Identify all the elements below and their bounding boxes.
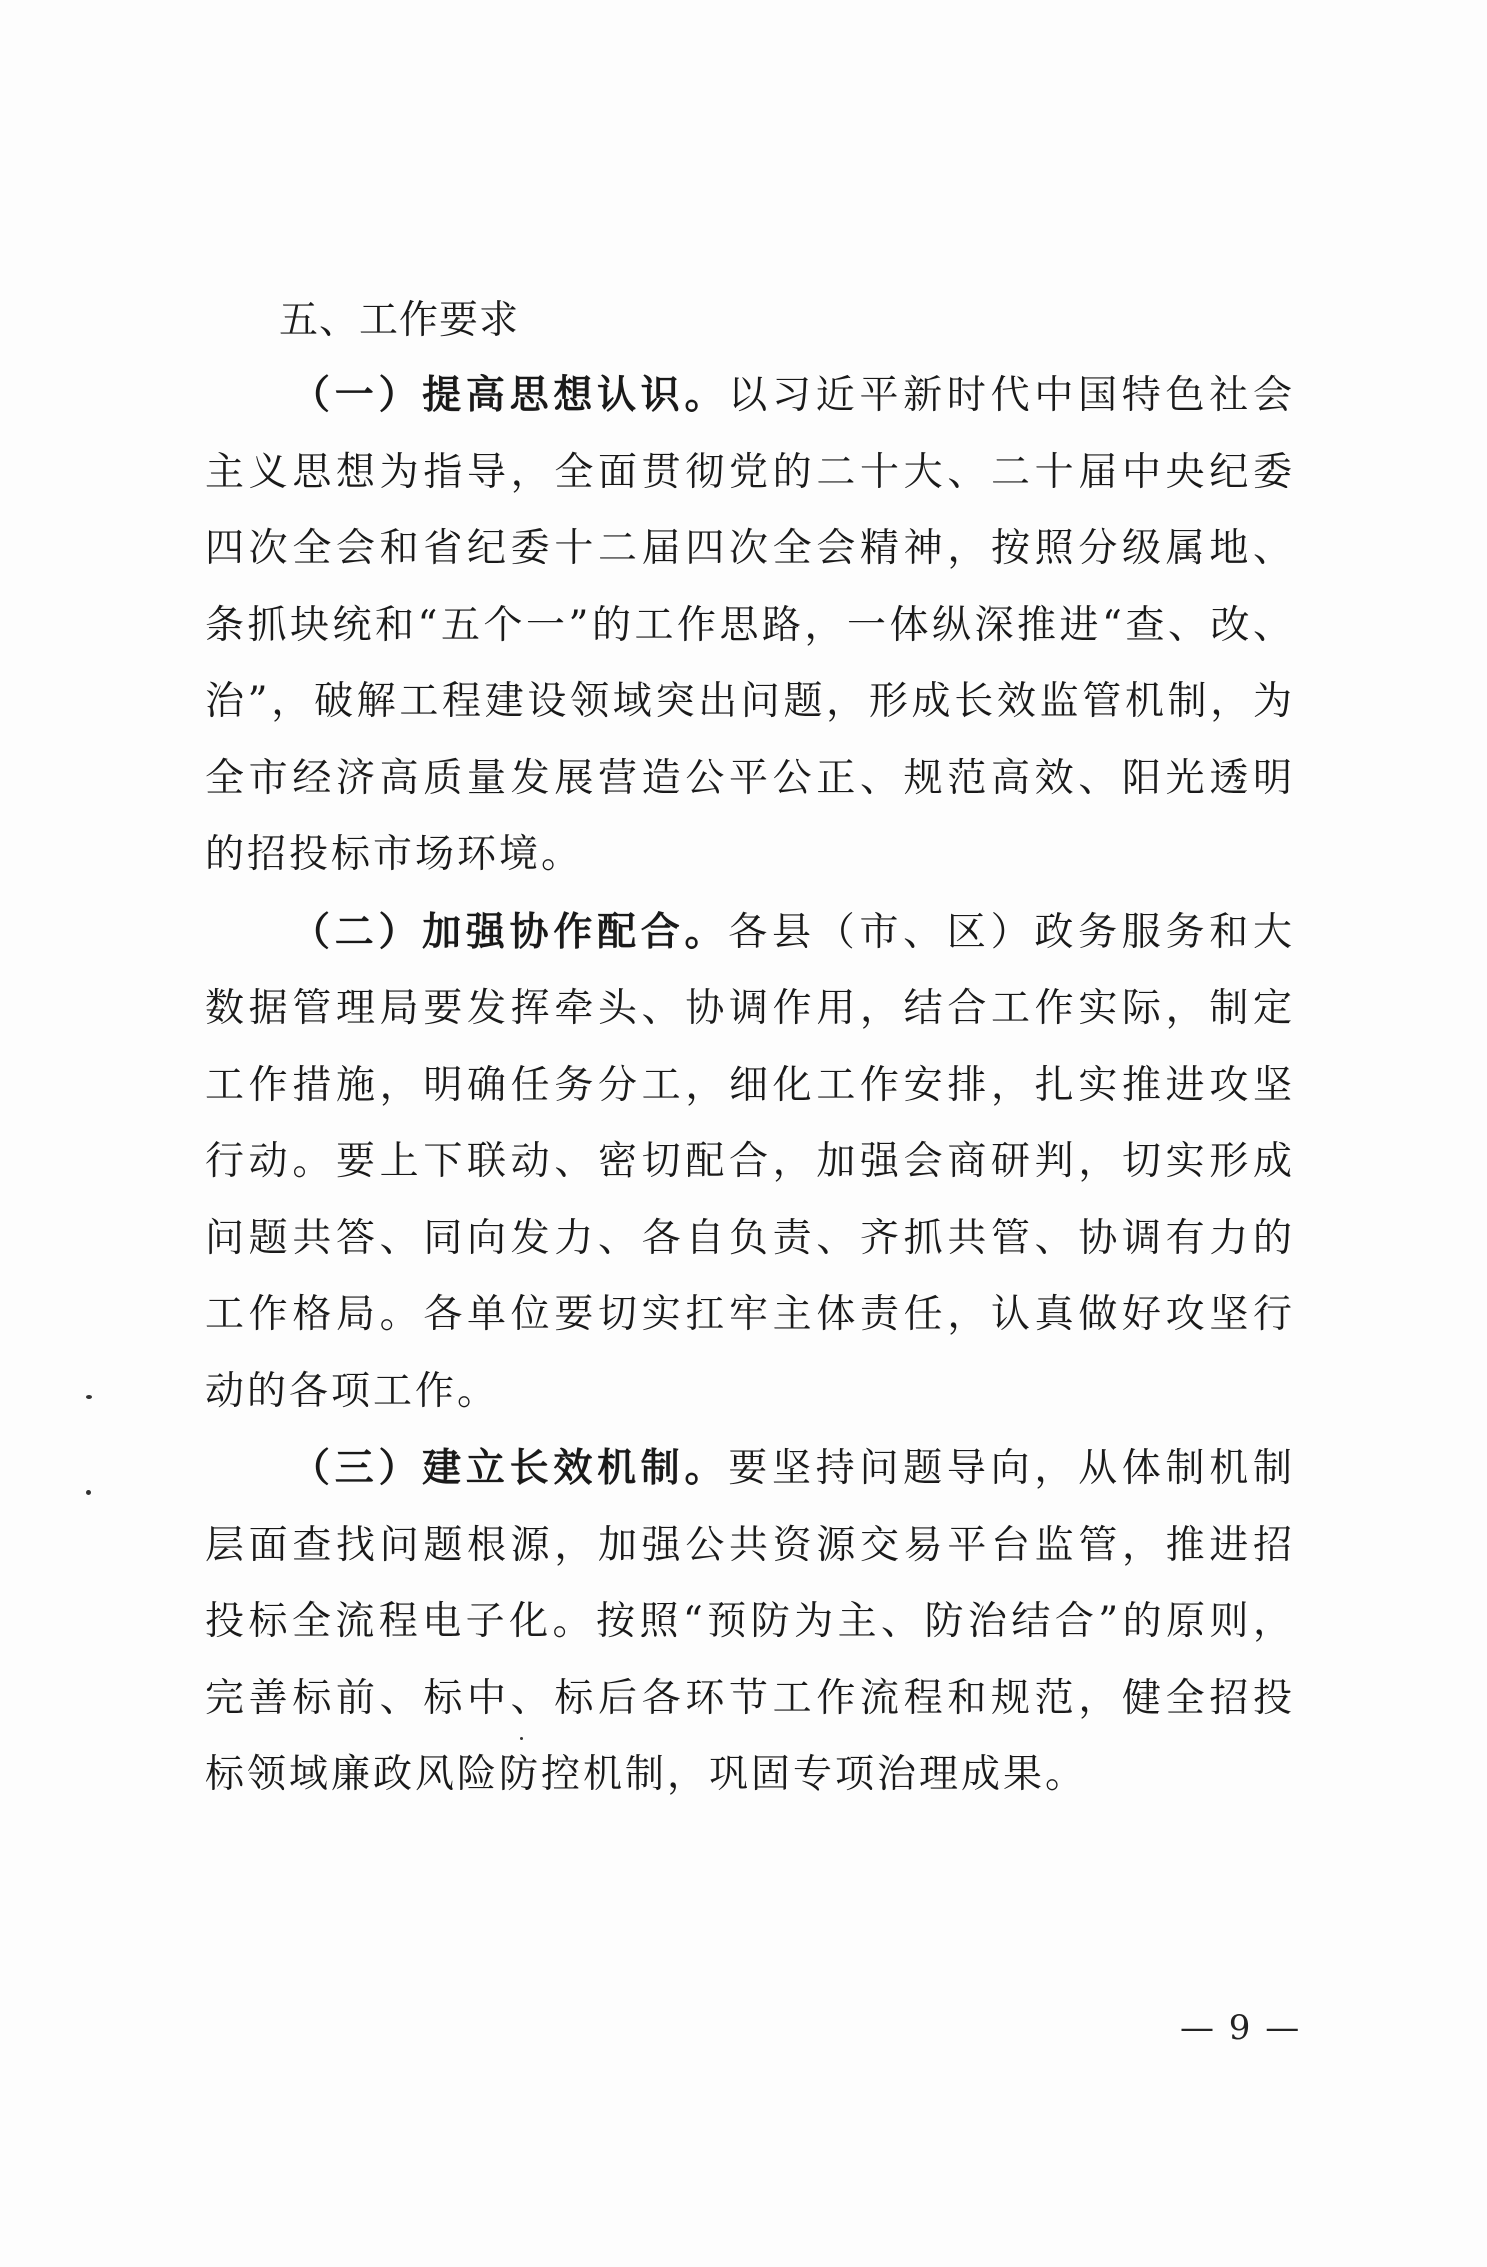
scan-speck: [86, 1490, 91, 1495]
paragraph-strengthen-cooperation: [205, 894, 1295, 1431]
paragraph-lead: （二）加强协作配合。: [291, 908, 729, 955]
paragraph-body: 要坚持问题导向，从体制机制层面查找问题根源，加强公共资源交易平台监管，推进招投标全流程电子化。按照“预防为主、防治结合”的原则，完善标前、标中、标后各环节工作流程和规范，健全招投标领域廉政风险防控机制，巩固专项治理成果。: [205, 1446, 1295, 1797]
paragraph-body: 各县（市、区）政务服务和大数据管理局要发挥牵头、协调作用，结合工作实际，制定工作措施，明确任务分工，细化工作安排，扎实推进攻坚行动。要上下联动、密切配合，加强会商研判，切实形成问题共答、同向发力、各自负责、齐抓共管、协调有力的工作格局。各单位要切实扛牢主体责任，认真做好攻坚行动的各项工作。: [205, 909, 1295, 1414]
paragraph-body: 以习近平新时代中国特色社会主义思想为指导，全面贯彻党的二十大、二十届中央纪委四次全会和省纪委十二届四次全会精神，按照分级属地、条抓块统和“五个一”的工作思路，一体纵深推进“查、改、治”，破解工程建设领域突出问题，形成长效监管机制，为全市经济高质量发展营造公平公正、规范高效、阳光透明的招投标市场环境。: [205, 373, 1295, 877]
section-heading: 五、工作要求: [279, 298, 520, 343]
paragraph-lead: （一）提高思想认识。: [291, 372, 729, 418]
paragraph-long-term-mechanism: [205, 1430, 1295, 1814]
page-number: — 9 —: [1180, 2008, 1302, 2048]
scan-speck: [520, 1737, 523, 1740]
document-body: [205, 285, 1295, 1814]
scan-speck: [86, 1395, 92, 1399]
paragraph-raise-awareness: [205, 357, 1295, 894]
paragraph-lead: （三）建立长效机制。: [291, 1445, 729, 1491]
